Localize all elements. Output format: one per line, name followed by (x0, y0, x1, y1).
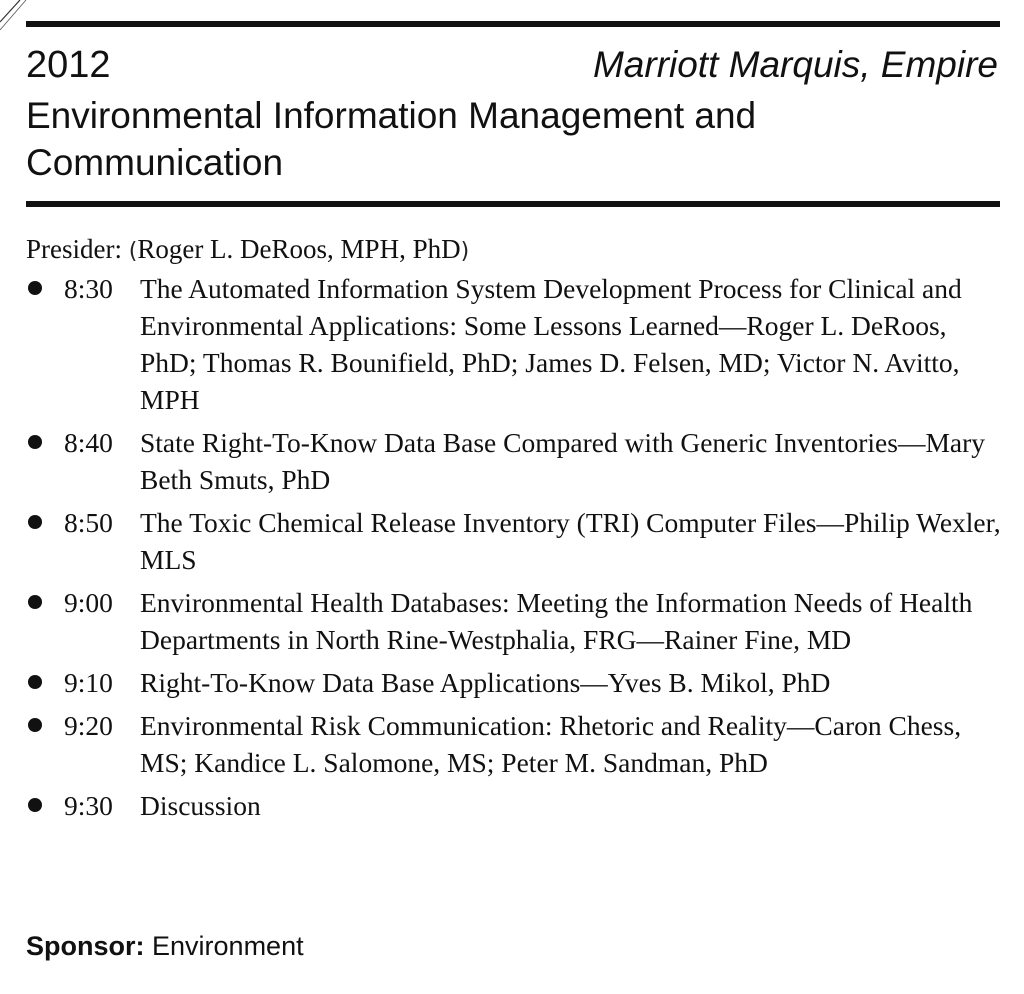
agenda-text: The Automated Information System Development Process for Clinical and Environmental Applications: Some Lessons Learned—Roger L. DeRoos, PhD; Thomas R. Bounifield, PhD; James D. Felsen, MD; Victor N. Avitto, MPH (140, 273, 962, 415)
agenda-time: 9:20 (64, 710, 113, 741)
agenda-text: Environmental Risk Communication: Rhetoric and Reality—Caron Chess, MS; Kandice L. Salomone, MS; Peter M. Sandman, PhD (140, 710, 962, 778)
presider-name: Roger L. DeRoos, MPH, PhD (137, 234, 461, 264)
agenda-time: 8:50 (64, 507, 113, 538)
session-number: 2012 (26, 44, 111, 86)
session-title: Environmental Information Management and Communication (26, 95, 757, 183)
bullet-icon (28, 718, 42, 732)
agenda-text: State Right-To-Know Data Base Compared with Generic Inventories—Mary Beth Smuts, PhD (140, 427, 986, 495)
sponsor-value: Environment (152, 931, 304, 961)
agenda-list (26, 270, 1006, 830)
agenda-item (26, 504, 1006, 578)
agenda-item (26, 584, 1006, 658)
handwritten-close-paren: ) (460, 239, 470, 264)
agenda-time: 8:40 (64, 427, 113, 458)
agenda-text: Environmental Health Databases: Meeting the Information Needs of Health Departments in North Rine-Westphalia, FRG—Rainer Fine, MD (140, 587, 973, 655)
agenda-item (26, 707, 1006, 781)
corner-pen-mark (0, 0, 40, 40)
agenda-item (26, 270, 1006, 418)
bullet-icon (28, 798, 42, 812)
bullet-icon (28, 515, 42, 529)
sponsor-line (26, 928, 304, 964)
bottom-rule (26, 201, 1000, 207)
agenda-item (26, 424, 1006, 498)
agenda-time: 9:10 (64, 667, 113, 698)
agenda-time: 8:30 (64, 273, 113, 304)
presider-line (26, 231, 469, 270)
bullet-icon (28, 595, 42, 609)
handwritten-open-paren: ( (128, 239, 138, 264)
bullet-icon (28, 675, 42, 689)
agenda-text: Right-To-Know Data Base Applications—Yves B. Mikol, PhD (140, 667, 831, 698)
agenda-item (26, 787, 1006, 824)
agenda-text: The Toxic Chemical Release Inventory (TRI) Computer Files—Philip Wexler, MLS (140, 507, 1001, 575)
sponsor-label: Sponsor: (26, 931, 145, 961)
agenda-time: 9:00 (64, 587, 113, 618)
top-rule (26, 21, 1000, 27)
agenda-text: Discussion (140, 790, 261, 821)
agenda-item (26, 664, 1006, 701)
venue: Marriott Marquis, Empire (592, 44, 998, 85)
presider-label: Presider: (26, 234, 122, 264)
agenda-time: 9:30 (64, 790, 113, 821)
bullet-icon (28, 281, 42, 295)
bullet-icon (28, 435, 42, 449)
